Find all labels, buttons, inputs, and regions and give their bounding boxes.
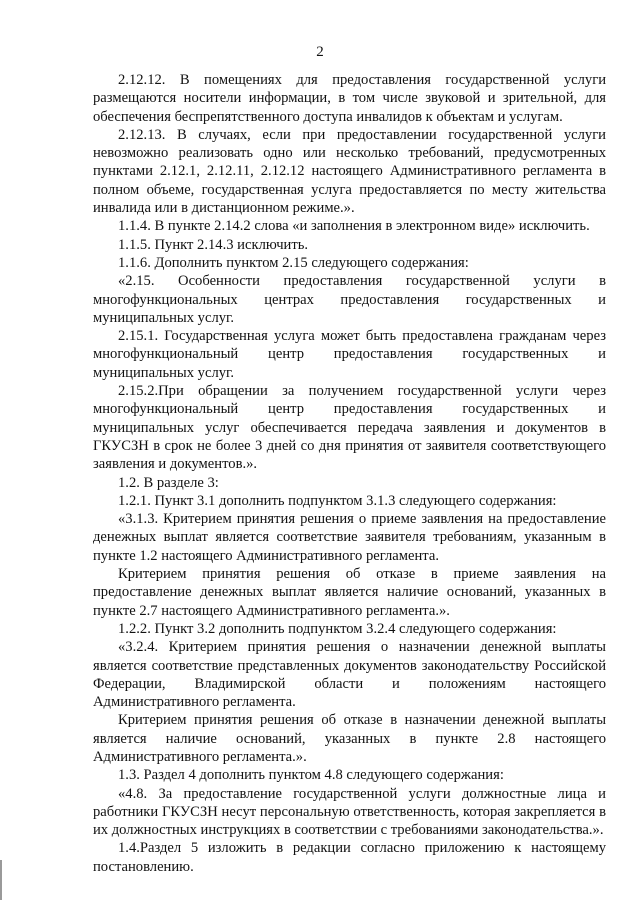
scan-edge-mark xyxy=(0,860,2,900)
paragraph-2-12-12: 2.12.12. В помещениях для предоставления государственной услуги размещаются носители информации, в том числе звуковой и зрительной, для обеспечения беспрепятственного доступа инвалидов к объектам и услугам. xyxy=(93,72,606,125)
page-number: 2 xyxy=(316,44,324,60)
paragraph-1-1-6: 1.1.6. Дополнить пунктом 2.15 следующего содержания: xyxy=(118,254,469,271)
paragraph-4-8: «4.8. За предоставление государственной услуги должностные лица и работники ГКУСЗН несут персональную ответственность, которая закрепляется в их должностных инструкциях в соответствии с требованиями законодательства.». xyxy=(93,785,606,839)
paragraph-1-2: 1.2. В разделе 3: xyxy=(118,474,219,491)
paragraph-3-1-3-refusal: Критерием принятия решения об отказе в приеме заявления на предоставление денежных выплат является наличие оснований, указанных в пункте 2.7 настоящего Административного регламента.». xyxy=(93,566,606,619)
paragraph-3-2-4: «3.2.4. Критерием принятия решения о назначении денежной выплаты является соответствие представленных документов законодательству Российской Федерации, Владимирской области и положениям настоящего Административного регламента. xyxy=(93,639,606,711)
paragraph-3-2-4-refusal: Критерием принятия решения об отказе в назначении денежной выплаты является наличие оснований, указанных в пункте 2.8 настоящего Административного регламента.». xyxy=(93,712,606,765)
paragraph-1-3: 1.3. Раздел 4 дополнить пунктом 4.8 следующего содержания: xyxy=(118,767,504,784)
paragraph-1-2-1: 1.2.1. Пункт 3.1 дополнить подпунктом 3.1.3 следующего содержания: xyxy=(118,492,557,509)
paragraph-1-4: 1.4.Раздел 5 изложить в редакции согласно приложению к настоящему постановлению. xyxy=(93,840,606,875)
paragraph-1-2-2: 1.2.2. Пункт 3.2 дополнить подпунктом 3.2.4 следующего содержания: xyxy=(118,620,557,637)
paragraph-1-1-4: 1.1.4. В пункте 2.14.2 слова «и заполнения в электронном виде» исключить. xyxy=(118,218,590,235)
document-body xyxy=(93,71,606,876)
paragraph-3-1-3: «3.1.3. Критерием принятия решения о приеме заявления на предоставление денежных выплат является соответствие заявителя требованиям, указанным в пункте 1.2 настоящего Административного регламента. xyxy=(93,511,606,564)
paragraph-2-15-1: 2.15.1. Государственная услуга может быть предоставлена гражданам через многофункциональный центр предоставления государственных и муниципальных услуг. xyxy=(93,328,606,381)
paragraph-2-15-2: 2.15.2.При обращении за получением государственной услуги через многофункциональный центр предоставления государственных и муниципальных услуг обеспечивается передача заявления и документов в ГКУСЗН в срок не более 3 дней со дня принятия от заявителя соответствующего заявления и документов.». xyxy=(93,383,606,473)
paragraph-2-15: «2.15. Особенности предоставления государственной услуги в многофункциональных центрах предоставления государственных и муниципальных услуг. xyxy=(93,273,606,326)
paragraph-2-12-13: 2.12.13. В случаях, если при предоставлении государственной услуги невозможно реализовать одно или несколько требований, предусмотренных пунктами 2.12.1, 2.12.11, 2.12.12 настоящего Административного регламента в полном объеме, государственная услуга предоставляется по месту жительства инвалида или в дистанционном режиме.». xyxy=(93,126,606,217)
paragraph-1-1-5: 1.1.5. Пункт 2.14.3 исключить. xyxy=(118,236,309,253)
